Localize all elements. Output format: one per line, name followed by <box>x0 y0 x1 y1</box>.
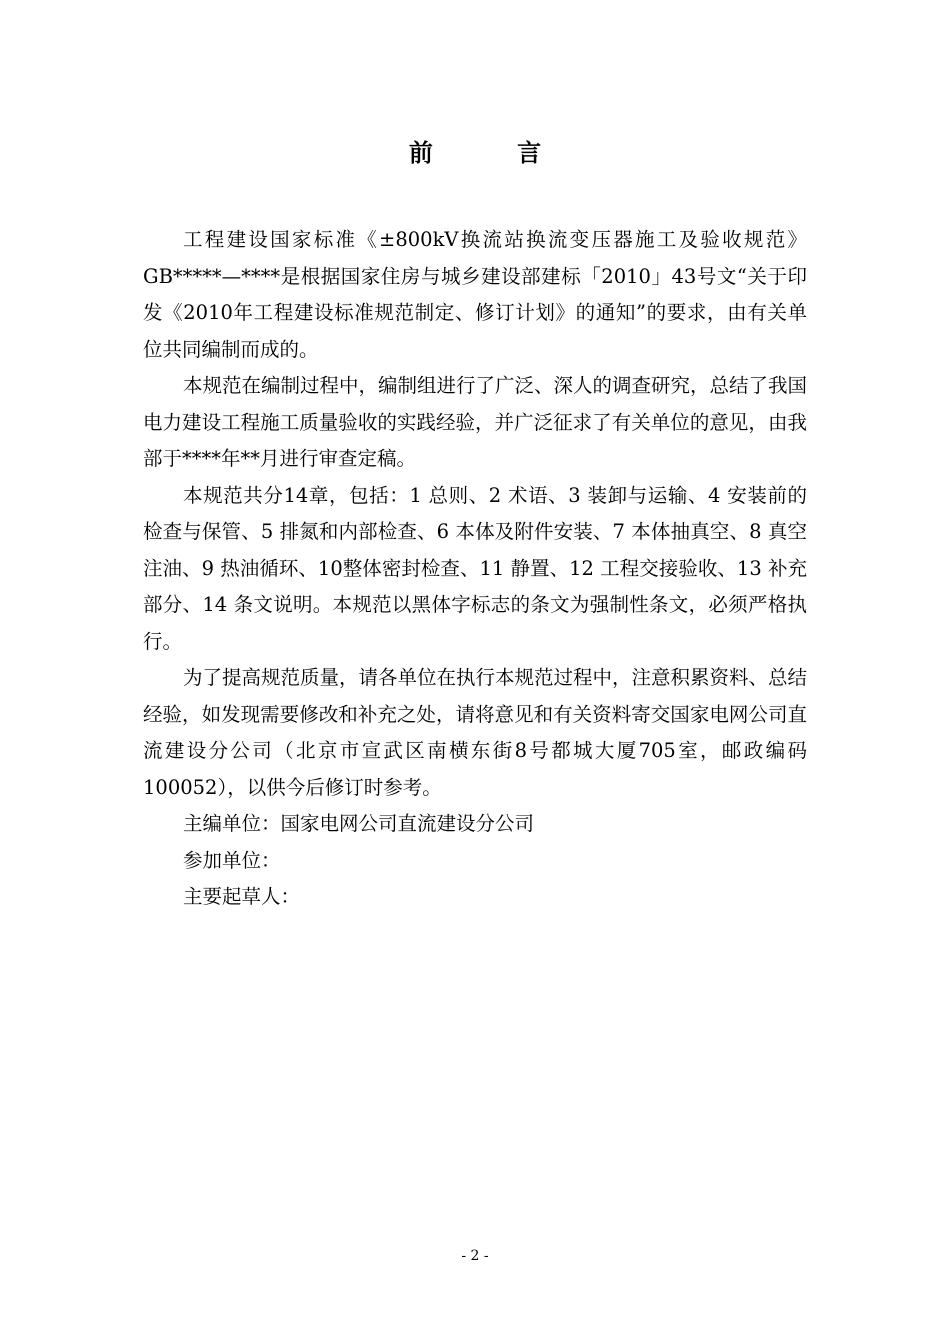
paragraph-compilation: 本规范在编制过程中，编制组进行了广泛、深人的调查研究，总结了我国电力建设工程施工质量验收的实践经验，并广泛征求了有关单位的意见，由我部于****年**月进行审查定稿。 <box>143 374 808 470</box>
paragraph-intro: 工程建设国家标准《±800kV换流站换流变压器施工及验收规范》GB*****—****是根据国家住房与城乡建设部建标「2010」43号文“关于印发《2010年工程建设标准规范制定、修订计划》的通知”的要求，由有关单位共同编制而成的。 <box>143 228 807 361</box>
page-title: 前 言 <box>408 139 580 167</box>
page-number: - 2 - <box>461 1248 489 1264</box>
participants-line: 参加单位： <box>183 848 281 872</box>
chief-editor-line: 主编单位：国家电网公司直流建设分公司 <box>183 812 535 835</box>
paragraph-chapters: 本规范共分14章，包括：1 总则、2 术语、3 装卸与运输、4 安装前的检查与保管、5 排氮和内部检查、6 本体及附件安装、7 本体抽真空、8 真空注油、9 热油循环、10整体密封检查、11 静置、12 工程交接验收、13 补充部分、14 条文说明。本规范以黑体字标志的条文为强制性条文，必须严格执行。 <box>143 483 807 653</box>
document-body <box>143 222 807 916</box>
drafters-line: 主要起草人： <box>183 885 301 908</box>
paragraph-feedback: 为了提高规范质量，请各单位在执行本规范过程中，注意积累资料、总结经验，如发现需要修改和补充之处，请将意见和有关资料寄交国家电网公司直流建设分公司（北京市宣武区南横东街8号都城大厦705室，邮政编码100052），以供今后修订时参考。 <box>143 666 808 799</box>
